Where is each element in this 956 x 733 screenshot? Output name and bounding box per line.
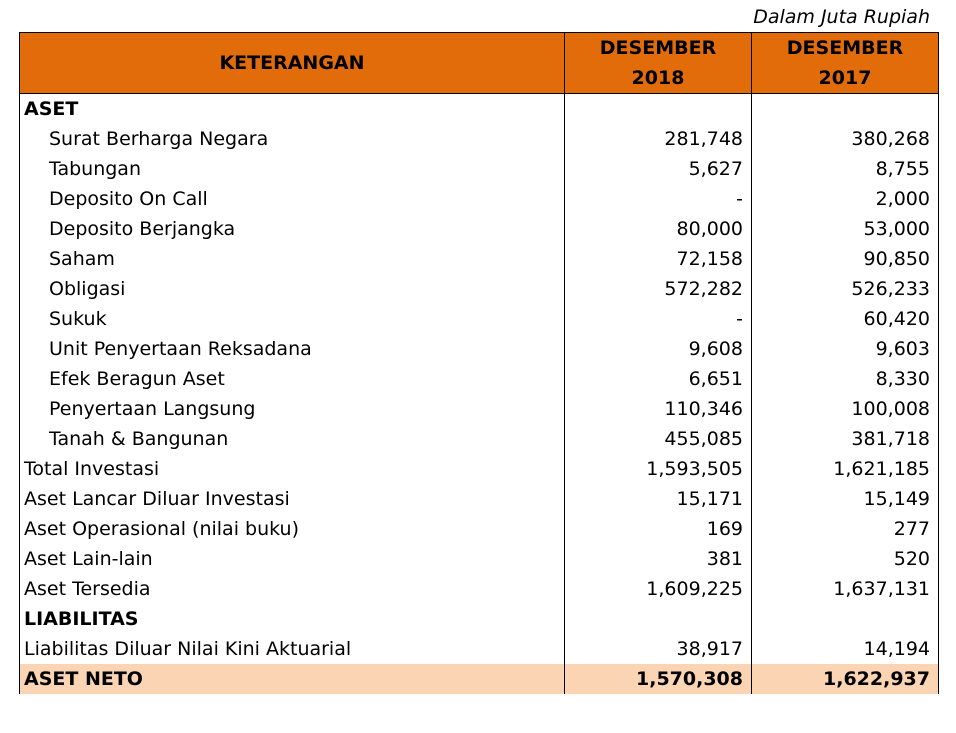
table-row bbox=[20, 424, 939, 454]
unit-note: Dalam Juta Rupiah bbox=[753, 6, 930, 28]
value-2018: 6,651 bbox=[565, 364, 752, 394]
row-label: ASET NETO bbox=[20, 664, 565, 694]
table-row bbox=[20, 634, 939, 664]
row-label: Aset Lancar Diluar Investasi bbox=[20, 484, 565, 514]
value-2018 bbox=[565, 94, 752, 125]
row-label: Aset Lain-lain bbox=[20, 544, 565, 574]
value-2017: 60,420 bbox=[752, 304, 939, 334]
value-2018: 72,158 bbox=[565, 244, 752, 274]
row-label: Deposito Berjangka bbox=[20, 214, 565, 244]
row-label: Sukuk bbox=[20, 304, 565, 334]
table-row bbox=[20, 244, 939, 274]
value-2017 bbox=[752, 604, 939, 634]
value-2017: 9,603 bbox=[752, 334, 939, 364]
row-label: Liabilitas Diluar Nilai Kini Aktuarial bbox=[20, 634, 565, 664]
value-2018: 5,627 bbox=[565, 154, 752, 184]
value-2018: 110,346 bbox=[565, 394, 752, 424]
table-row bbox=[20, 124, 939, 154]
table-row bbox=[20, 574, 939, 604]
row-label: Aset Operasional (nilai buku) bbox=[20, 514, 565, 544]
value-2017 bbox=[752, 94, 939, 125]
table-row bbox=[20, 334, 939, 364]
row-label: Tabungan bbox=[20, 154, 565, 184]
section-row-liabilitas bbox=[20, 604, 939, 634]
header-2018-month: DESEMBER bbox=[599, 37, 717, 59]
value-2017: 2,000 bbox=[752, 184, 939, 214]
table-row bbox=[20, 364, 939, 394]
value-2018: 38,917 bbox=[565, 634, 752, 664]
value-2018: 455,085 bbox=[565, 424, 752, 454]
value-2018: 381 bbox=[565, 544, 752, 574]
header-2017-year: 2017 bbox=[818, 67, 872, 89]
row-label: Deposito On Call bbox=[20, 184, 565, 214]
row-label: Surat Berharga Negara bbox=[20, 124, 565, 154]
value-2018: 15,171 bbox=[565, 484, 752, 514]
value-2018: - bbox=[565, 184, 752, 214]
row-label: LIABILITAS bbox=[20, 604, 565, 634]
value-2017: 8,755 bbox=[752, 154, 939, 184]
table-row bbox=[20, 154, 939, 184]
table-row bbox=[20, 214, 939, 244]
value-2017: 15,149 bbox=[752, 484, 939, 514]
value-2017: 520 bbox=[752, 544, 939, 574]
header-2017-month: DESEMBER bbox=[786, 37, 904, 59]
value-2017: 381,718 bbox=[752, 424, 939, 454]
value-2018: 1,570,308 bbox=[565, 664, 752, 694]
value-2017: 90,850 bbox=[752, 244, 939, 274]
table-row bbox=[20, 514, 939, 544]
row-label: Aset Tersedia bbox=[20, 574, 565, 604]
row-label: Unit Penyertaan Reksadana bbox=[20, 334, 565, 364]
value-2017: 277 bbox=[752, 514, 939, 544]
value-2018: 80,000 bbox=[565, 214, 752, 244]
row-label: Saham bbox=[20, 244, 565, 274]
table-row bbox=[20, 304, 939, 334]
row-label: Penyertaan Langsung bbox=[20, 394, 565, 424]
table-row bbox=[20, 544, 939, 574]
financial-table bbox=[19, 32, 939, 694]
value-2017: 53,000 bbox=[752, 214, 939, 244]
value-2018: 1,593,505 bbox=[565, 454, 752, 484]
header-2017 bbox=[752, 33, 939, 94]
total-row-aset-neto bbox=[20, 664, 939, 694]
value-2017: 1,622,937 bbox=[752, 664, 939, 694]
value-2018: 1,609,225 bbox=[565, 574, 752, 604]
value-2018: 281,748 bbox=[565, 124, 752, 154]
row-label: Tanah & Bangunan bbox=[20, 424, 565, 454]
header-2018-year: 2018 bbox=[631, 67, 685, 89]
section-row-aset bbox=[20, 94, 939, 125]
row-label: Total Investasi bbox=[20, 454, 565, 484]
value-2017: 1,621,185 bbox=[752, 454, 939, 484]
row-label: Efek Beragun Aset bbox=[20, 364, 565, 394]
header-2018 bbox=[565, 33, 752, 94]
table-row bbox=[20, 484, 939, 514]
value-2017: 14,194 bbox=[752, 634, 939, 664]
table-header-row bbox=[20, 33, 939, 94]
value-2018: 9,608 bbox=[565, 334, 752, 364]
table-row bbox=[20, 454, 939, 484]
value-2017: 8,330 bbox=[752, 364, 939, 394]
header-description: KETERANGAN bbox=[20, 33, 565, 94]
table-row bbox=[20, 184, 939, 214]
value-2017: 380,268 bbox=[752, 124, 939, 154]
value-2017: 1,637,131 bbox=[752, 574, 939, 604]
value-2018 bbox=[565, 604, 752, 634]
value-2017: 100,008 bbox=[752, 394, 939, 424]
row-label: Obligasi bbox=[20, 274, 565, 304]
value-2017: 526,233 bbox=[752, 274, 939, 304]
table-row bbox=[20, 394, 939, 424]
row-label: ASET bbox=[20, 94, 565, 125]
table-row bbox=[20, 274, 939, 304]
value-2018: - bbox=[565, 304, 752, 334]
value-2018: 572,282 bbox=[565, 274, 752, 304]
value-2018: 169 bbox=[565, 514, 752, 544]
